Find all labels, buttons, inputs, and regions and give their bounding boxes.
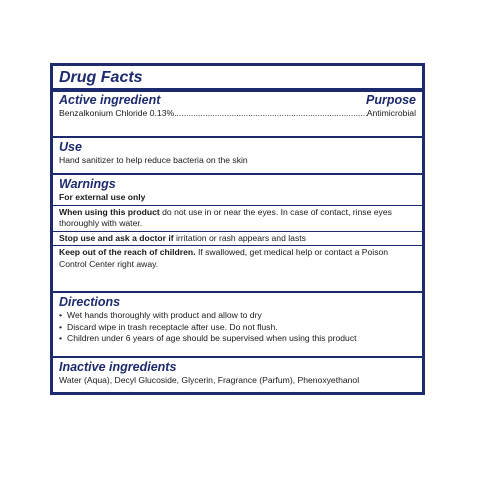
stop-use-label: Stop use and ask a doctor if [59,232,174,243]
inactive-ingredients-text: Water (Aqua), Decyl Glucoside, Glycerin, Fragrance (Parfum), Phenoxyethanol [59,375,360,385]
stop-use-warning [53,231,422,246]
dot-leader [174,108,367,119]
when-using-text: do not use in or near the eyes. In case of contact, rinse eyes thoroughly with water. [59,206,392,228]
directions-heading: Directions [59,295,121,309]
use-section [53,138,422,175]
keep-out-text: If swallowed, get medical help or contact a Poison Control Center right away. [59,247,389,269]
active-ingredient-name: Benzalkonium Chloride 0.13% [59,108,175,118]
active-ingredient-section [53,66,422,138]
drug-facts-title: Drug Facts [59,69,143,86]
purpose-value: Antimicrobial [366,108,416,118]
bullet-icon: • [59,310,63,320]
warnings-section [53,175,422,293]
directions-section [53,293,422,358]
bullet-icon: • [59,333,63,343]
bullet-icon: • [59,321,63,332]
list-item: • Discard wipe in trash receptacle after use. Do not flush. [59,321,278,332]
warnings-heading: Warnings [59,177,116,191]
stop-use-text: irritation or rash appears and lasts [173,232,306,243]
when-using-label: When using this product [59,206,160,217]
list-item: • Children under 6 years of age should be supervised when using this product [59,333,357,343]
external-use-notice: For external use only [59,192,146,202]
active-ingredient-heading: Active ingredient [59,93,161,107]
keep-out-label: Keep out of the reach of children. [59,247,196,257]
use-text: Hand sanitizer to help reduce bacteria on the skin [59,155,248,165]
when-using-warning [53,205,422,231]
list-item: • Wet hands thoroughly with product and allow to dry [59,310,262,320]
purpose-heading: Purpose [365,93,416,107]
directions-list [59,310,416,345]
inactive-ingredients-section [53,358,422,392]
inactive-ingredients-heading: Inactive ingredients [59,360,177,374]
drug-facts-panel [50,63,425,395]
keep-out-warning [53,245,422,271]
use-heading: Use [59,140,82,154]
